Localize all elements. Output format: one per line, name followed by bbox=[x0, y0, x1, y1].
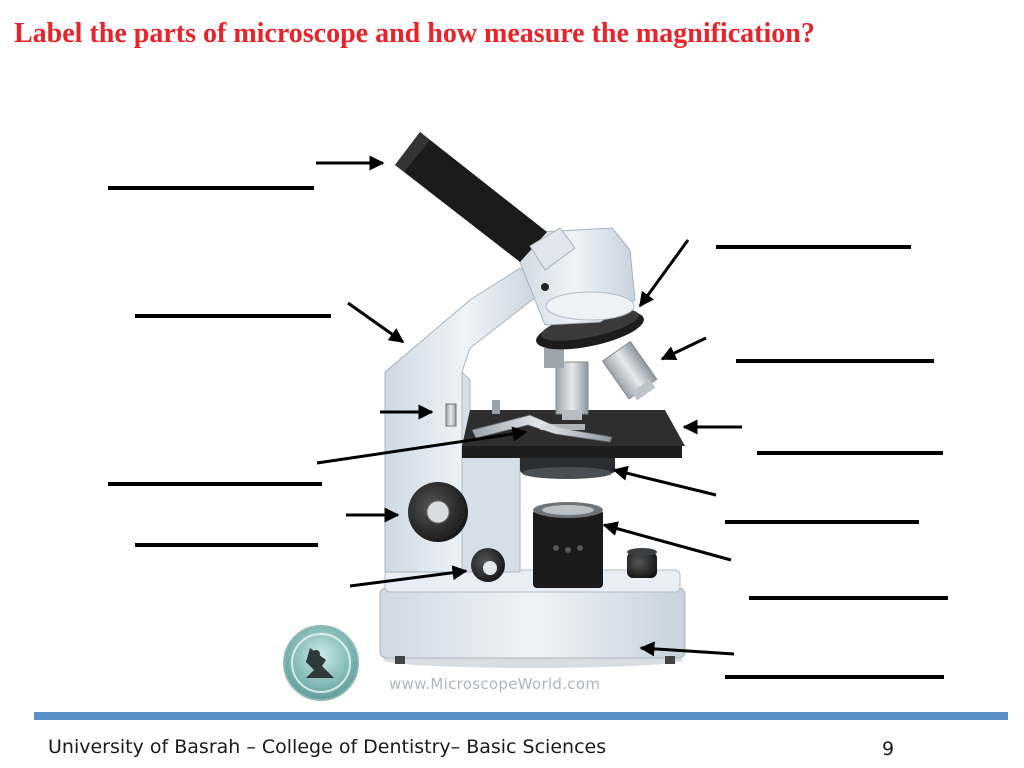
coarse-focus-knob bbox=[408, 482, 468, 542]
arrow-objective bbox=[662, 338, 706, 359]
light-switch-knob bbox=[627, 548, 657, 578]
microscope-base bbox=[380, 570, 685, 668]
watermark-text: www.MicroscopeWorld.com bbox=[389, 675, 601, 693]
objective-lenses bbox=[544, 342, 660, 420]
slide-title: Label the parts of microscope and how measure the magnification? bbox=[14, 18, 815, 49]
page-number: 9 bbox=[882, 738, 895, 760]
footer-divider-bar bbox=[34, 712, 1008, 720]
microscope-illustration bbox=[380, 132, 685, 668]
condenser bbox=[520, 455, 615, 479]
arrow-nosepiece bbox=[640, 240, 688, 306]
light-source bbox=[533, 502, 603, 588]
arrow-arm bbox=[348, 303, 403, 342]
eyepiece bbox=[395, 132, 575, 270]
microscope-world-logo bbox=[284, 626, 358, 700]
footer-institution: University of Basrah – College of Dentistry– Basic Sciences bbox=[48, 736, 607, 758]
arrow-light-source bbox=[604, 525, 731, 560]
fine-focus-knob bbox=[471, 548, 505, 582]
arrow-condenser bbox=[614, 470, 716, 495]
stage-screw bbox=[446, 404, 456, 426]
